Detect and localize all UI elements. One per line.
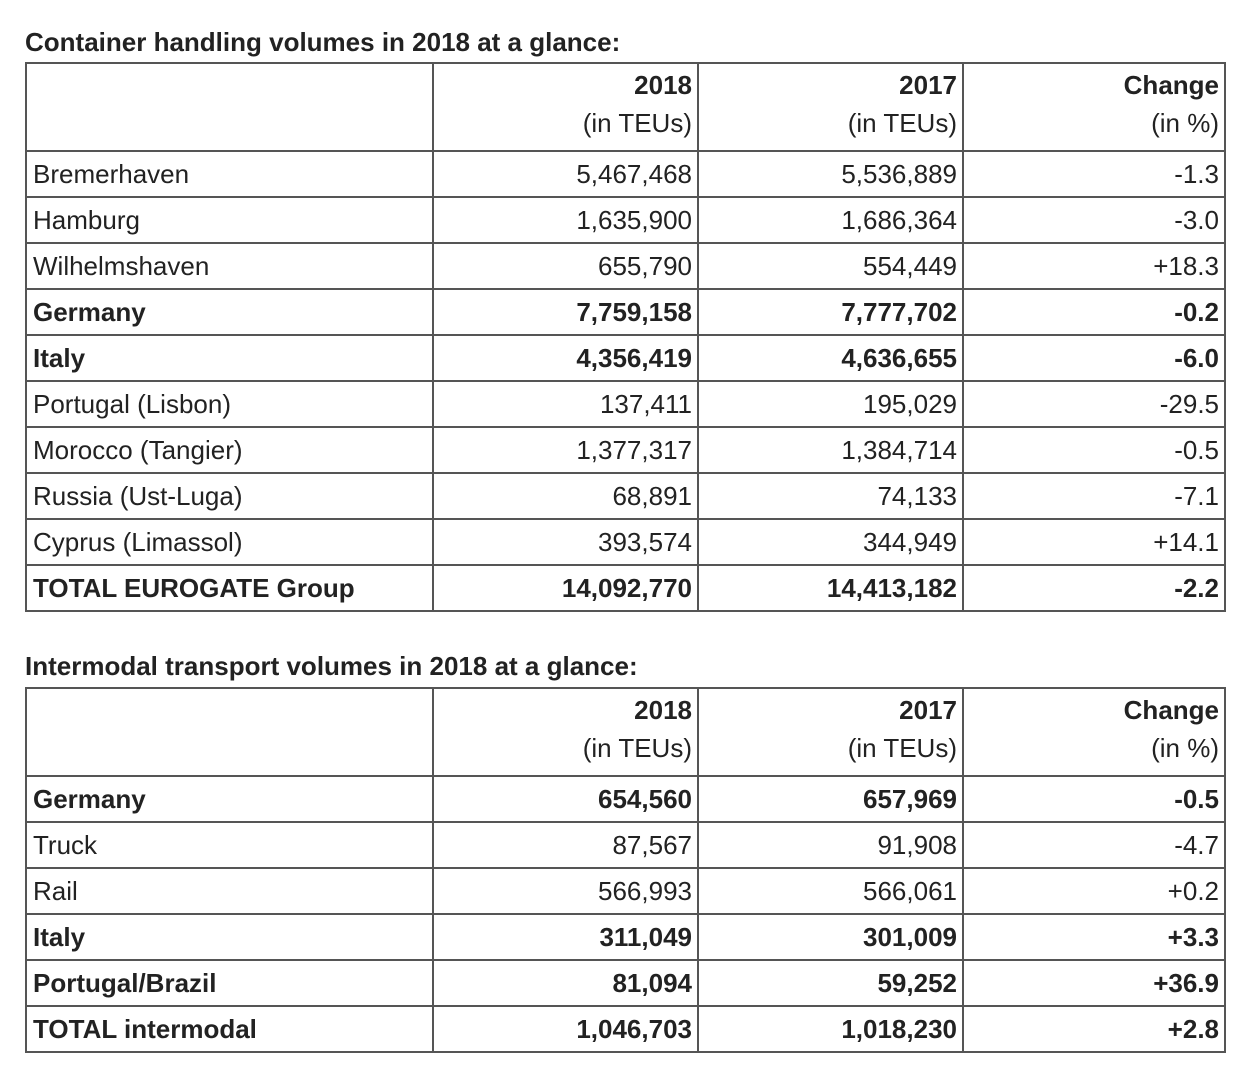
change-percent-cell: +18.3 (963, 243, 1225, 289)
value-2017-cell: 1,384,714 (698, 427, 963, 473)
value-2018-cell: 1,046,703 (433, 1006, 698, 1052)
table-row (26, 151, 1225, 197)
header-unit: (in %) (1151, 733, 1219, 763)
value-2017-cell: 14,413,182 (698, 565, 963, 611)
change-percent-cell: -0.5 (963, 427, 1225, 473)
change-percent-cell: +0.2 (963, 868, 1225, 914)
value-2018-cell: 137,411 (433, 381, 698, 427)
intermodal-transport-table (25, 687, 1226, 1053)
table-row (26, 914, 1225, 960)
container-table-caption: Container handling volumes in 2018 at a glance: (25, 27, 621, 57)
table-row (26, 822, 1225, 868)
table-row (26, 519, 1225, 565)
row-label-cell: TOTAL EUROGATE Group (26, 565, 433, 611)
value-2018-cell: 655,790 (433, 243, 698, 289)
header-year: 2018 (634, 695, 692, 725)
table-row (26, 960, 1225, 1006)
row-label-cell: Truck (26, 822, 433, 868)
value-2017-cell: 59,252 (698, 960, 963, 1006)
table-row (26, 1006, 1225, 1052)
value-2018-cell: 81,094 (433, 960, 698, 1006)
table-row (26, 868, 1225, 914)
value-2018-cell: 393,574 (433, 519, 698, 565)
value-2017-cell: 1,018,230 (698, 1006, 963, 1052)
change-percent-cell: -0.2 (963, 289, 1225, 335)
header-2017 (698, 63, 963, 151)
value-2017-cell: 4,636,655 (698, 335, 963, 381)
row-label-cell: Morocco (Tangier) (26, 427, 433, 473)
table-row (26, 565, 1225, 611)
row-label-cell: Italy (26, 914, 433, 960)
row-label-cell: Russia (Ust-Luga) (26, 473, 433, 519)
table-row (26, 776, 1225, 822)
table-row (26, 381, 1225, 427)
header-unit: (in %) (1151, 108, 1219, 138)
header-title: Change (1123, 70, 1219, 100)
header-change (963, 688, 1225, 776)
row-label-cell: TOTAL intermodal (26, 1006, 433, 1052)
header-year: 2018 (634, 70, 692, 100)
table-row (26, 427, 1225, 473)
value-2018-cell: 87,567 (433, 822, 698, 868)
table-row (26, 243, 1225, 289)
value-2017-cell: 344,949 (698, 519, 963, 565)
row-label-cell: Rail (26, 868, 433, 914)
value-2017-cell: 5,536,889 (698, 151, 963, 197)
table-header-row (26, 63, 1225, 151)
change-percent-cell: -6.0 (963, 335, 1225, 381)
header-unit: (in TEUs) (847, 733, 957, 763)
row-label-cell: Hamburg (26, 197, 433, 243)
table-row (26, 335, 1225, 381)
header-2018 (433, 688, 698, 776)
value-2018-cell: 1,635,900 (433, 197, 698, 243)
row-label-cell: Wilhelmshaven (26, 243, 433, 289)
value-2017-cell: 554,449 (698, 243, 963, 289)
header-2018 (433, 63, 698, 151)
row-label-cell: Italy (26, 335, 433, 381)
change-percent-cell: -4.7 (963, 822, 1225, 868)
value-2018-cell: 1,377,317 (433, 427, 698, 473)
table-row (26, 289, 1225, 335)
value-2018-cell: 68,891 (433, 473, 698, 519)
header-title: Change (1123, 695, 1219, 725)
header-unit: (in TEUs) (582, 108, 692, 138)
row-label-cell: Bremerhaven (26, 151, 433, 197)
header-unit: (in TEUs) (847, 108, 957, 138)
header-change (963, 63, 1225, 151)
value-2018-cell: 311,049 (433, 914, 698, 960)
row-label-cell: Germany (26, 289, 433, 335)
change-percent-cell: +2.8 (963, 1006, 1225, 1052)
value-2018-cell: 4,356,419 (433, 335, 698, 381)
header-unit: (in TEUs) (582, 733, 692, 763)
change-percent-cell: -29.5 (963, 381, 1225, 427)
row-label-cell: Cyprus (Limassol) (26, 519, 433, 565)
row-label-cell: Portugal (Lisbon) (26, 381, 433, 427)
table-row (26, 473, 1225, 519)
value-2018-cell: 7,759,158 (433, 289, 698, 335)
change-percent-cell: +3.3 (963, 914, 1225, 960)
change-percent-cell: -3.0 (963, 197, 1225, 243)
change-percent-cell: -0.5 (963, 776, 1225, 822)
row-label-cell: Germany (26, 776, 433, 822)
value-2018-cell: 654,560 (433, 776, 698, 822)
value-2017-cell: 74,133 (698, 473, 963, 519)
value-2017-cell: 657,969 (698, 776, 963, 822)
value-2017-cell: 91,908 (698, 822, 963, 868)
change-percent-cell: +36.9 (963, 960, 1225, 1006)
value-2018-cell: 14,092,770 (433, 565, 698, 611)
value-2017-cell: 195,029 (698, 381, 963, 427)
row-label-cell: Portugal/Brazil (26, 960, 433, 1006)
value-2017-cell: 566,061 (698, 868, 963, 914)
change-percent-cell: +14.1 (963, 519, 1225, 565)
header-empty-cell (26, 688, 433, 776)
change-percent-cell: -7.1 (963, 473, 1225, 519)
header-empty-cell (26, 63, 433, 151)
header-2017 (698, 688, 963, 776)
value-2017-cell: 1,686,364 (698, 197, 963, 243)
table-row (26, 197, 1225, 243)
intermodal-table-caption: Intermodal transport volumes in 2018 at a glance: (25, 651, 638, 681)
value-2017-cell: 301,009 (698, 914, 963, 960)
value-2018-cell: 566,993 (433, 868, 698, 914)
table-header-row (26, 688, 1225, 776)
header-year: 2017 (899, 695, 957, 725)
value-2017-cell: 7,777,702 (698, 289, 963, 335)
change-percent-cell: -1.3 (963, 151, 1225, 197)
container-handling-table (25, 62, 1226, 612)
change-percent-cell: -2.2 (963, 565, 1225, 611)
value-2018-cell: 5,467,468 (433, 151, 698, 197)
header-year: 2017 (899, 70, 957, 100)
